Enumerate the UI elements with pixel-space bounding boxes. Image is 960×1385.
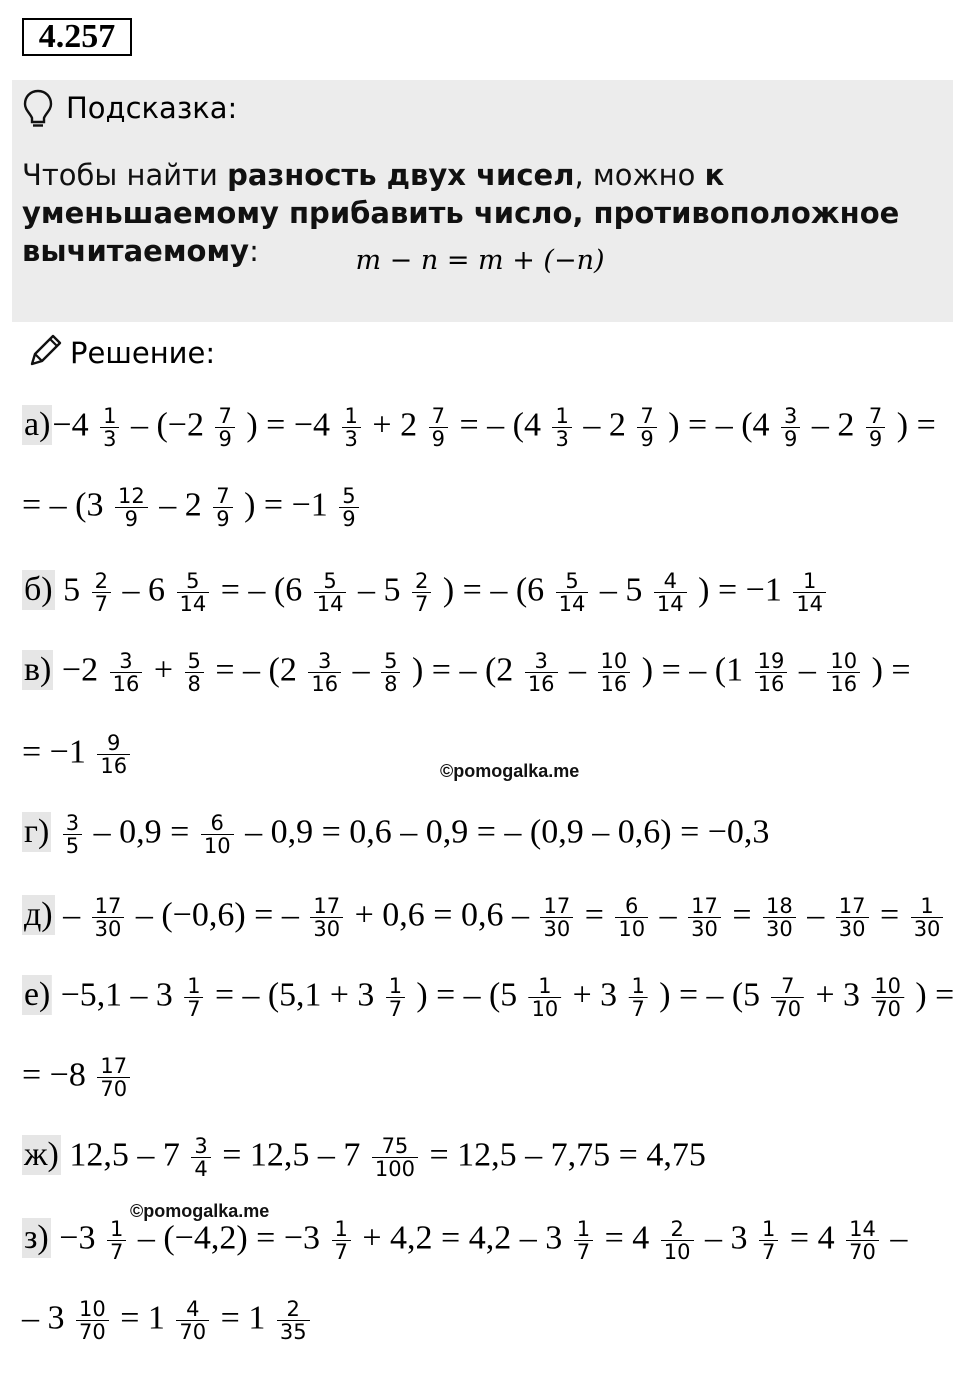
fraction <box>97 732 130 777</box>
numerator: 1 <box>759 1218 778 1241</box>
numerator: 7 <box>637 405 656 428</box>
denominator: 70 <box>774 997 802 1021</box>
expr-text: ) = −4 <box>237 406 339 444</box>
fraction <box>184 975 203 1020</box>
denominator: 3 <box>103 427 117 451</box>
denominator: 7 <box>762 1240 776 1264</box>
solution-line <box>22 812 769 857</box>
numerator: 3 <box>525 650 558 673</box>
denominator: 9 <box>784 427 798 451</box>
denominator: 30 <box>691 917 718 941</box>
denominator: 9 <box>431 427 445 451</box>
fraction <box>846 1218 879 1263</box>
fraction <box>177 570 210 615</box>
fraction <box>615 895 648 940</box>
fraction <box>100 405 119 450</box>
solution-title: Решение: <box>70 336 216 370</box>
expr-text: 12,5 – 7 <box>60 1136 189 1174</box>
numerator: 1 <box>552 405 571 428</box>
hint-formula: m − n = m + (−n) <box>355 245 605 276</box>
numerator: 1 <box>629 975 648 998</box>
fraction <box>92 895 125 940</box>
expr-text: = −1 <box>22 733 95 771</box>
numerator: 2 <box>661 1218 694 1241</box>
denominator: 10 <box>203 834 231 858</box>
fraction <box>107 1218 126 1263</box>
fraction <box>429 405 448 450</box>
fraction <box>540 895 573 940</box>
denominator: 10 <box>663 1240 691 1264</box>
expr-text: – 0,9 = <box>85 813 198 851</box>
fraction <box>176 1298 209 1343</box>
part-label: в) <box>24 651 52 689</box>
numerator: 1 <box>911 895 944 918</box>
part-label: б) <box>24 571 53 609</box>
denominator: 100 <box>374 1157 415 1181</box>
numerator: 17 <box>92 895 125 918</box>
watermark: ©pomogalka.me <box>130 1201 270 1221</box>
numerator: 7 <box>866 405 885 428</box>
part-label: д) <box>24 896 53 934</box>
denominator: 14 <box>558 592 586 616</box>
expr-text: = 12,5 – 7,75 = 4,75 <box>420 1136 706 1174</box>
denominator: 70 <box>874 997 901 1021</box>
expr-text: = 4 <box>781 1219 844 1257</box>
denominator: 10 <box>618 917 646 941</box>
numerator: 1 <box>100 405 119 428</box>
expr-text: ) = <box>906 976 955 1014</box>
solution-line <box>22 1218 907 1263</box>
numerator: 3 <box>63 812 82 835</box>
numerator: 5 <box>185 650 204 673</box>
expr-text: ) = −1 <box>235 486 337 524</box>
denominator: 16 <box>527 672 555 696</box>
fraction <box>308 650 341 695</box>
expr-text: – <box>881 1219 908 1257</box>
numerator: 2 <box>92 570 111 593</box>
fraction <box>215 405 234 450</box>
numerator: 10 <box>827 650 860 673</box>
expr-text: – 5 <box>591 571 651 609</box>
fraction <box>191 1135 210 1180</box>
expr-text: ) = – (2 <box>403 651 522 689</box>
solution-line <box>22 650 911 695</box>
fraction <box>688 895 721 940</box>
expr-text: = – (3 <box>22 486 112 524</box>
fraction <box>115 485 148 530</box>
part-label: ж) <box>24 1136 59 1174</box>
expr-text: ) = <box>863 651 911 689</box>
expr-text: – <box>560 651 595 689</box>
solution-line <box>22 1135 706 1180</box>
denominator: 14 <box>316 592 344 616</box>
numerator: 18 <box>763 895 796 918</box>
lightbulb-icon <box>22 88 54 130</box>
fraction <box>755 650 788 695</box>
hint-title: Подсказка: <box>66 91 238 125</box>
denominator: 7 <box>187 997 201 1021</box>
expr-text: – (−2 <box>122 406 213 444</box>
numerator: 5 <box>314 570 347 593</box>
numerator: 1 <box>793 570 826 593</box>
fraction <box>637 405 656 450</box>
watermark: ©pomogalka.me <box>440 761 580 781</box>
expr-text: – <box>344 651 379 689</box>
numerator: 17 <box>688 895 721 918</box>
expr-text: = 12,5 – 7 <box>213 1136 369 1174</box>
solution-line <box>22 570 829 615</box>
expr-text: −3 <box>50 1219 104 1257</box>
numerator: 1 <box>529 975 562 998</box>
denominator: 10 <box>531 997 559 1021</box>
denominator: 35 <box>279 1320 307 1344</box>
denominator: 70 <box>179 1320 207 1344</box>
fraction <box>574 1218 593 1263</box>
expr-text: – 3 <box>22 1299 73 1337</box>
denominator: 30 <box>313 917 341 941</box>
fraction <box>598 650 631 695</box>
expr-text: – 2 <box>803 406 863 444</box>
hint-bold-1: разность двух чисел <box>227 158 575 192</box>
part-label: г) <box>24 813 50 851</box>
expr-text: – 2 <box>150 486 211 524</box>
fraction <box>529 975 562 1020</box>
denominator: 30 <box>838 917 866 941</box>
numerator: 4 <box>176 1298 209 1321</box>
denominator: 9 <box>218 427 232 451</box>
numerator: 5 <box>381 650 400 673</box>
numerator: 1 <box>107 1218 126 1241</box>
numerator: 10 <box>871 975 904 998</box>
expr-text: ) = −1 <box>689 571 791 609</box>
fraction <box>771 975 804 1020</box>
fraction <box>763 895 796 940</box>
fraction <box>412 570 431 615</box>
denominator: 30 <box>913 917 941 941</box>
denominator: 14 <box>179 592 207 616</box>
numerator: 1 <box>342 405 361 428</box>
denominator: 5 <box>65 834 80 858</box>
expr-text <box>51 813 60 850</box>
expr-text: ) = – (6 <box>434 571 553 609</box>
denominator: 16 <box>100 754 128 778</box>
part-label: а) <box>24 406 51 444</box>
numerator: 19 <box>755 650 788 673</box>
denominator: 9 <box>342 507 356 531</box>
expr-text: + 0,6 = 0,6 – <box>346 896 538 934</box>
numerator: 10 <box>76 1298 109 1321</box>
expr-text: – 6 <box>114 571 174 609</box>
denominator: 7 <box>334 1240 348 1264</box>
denominator: 7 <box>631 997 645 1021</box>
numerator: 4 <box>654 570 687 593</box>
numerator: 17 <box>836 895 869 918</box>
expr-text: = <box>576 896 613 934</box>
denominator: 7 <box>414 592 429 616</box>
numerator: 12 <box>115 485 148 508</box>
numerator: 14 <box>846 1218 879 1241</box>
numerator: 1 <box>332 1218 351 1241</box>
denominator: 30 <box>766 917 793 941</box>
fraction <box>185 650 204 695</box>
pencil-icon <box>26 332 64 370</box>
solution-line <box>22 975 954 1020</box>
denominator: 9 <box>868 427 883 451</box>
fraction <box>793 570 826 615</box>
denominator: 70 <box>100 1077 128 1101</box>
denominator: 16 <box>600 672 628 696</box>
hint-text: Чтобы найти разность двух чисел, можно к уменьшаемому прибавить число, противоположное вычитаемому: <box>22 158 900 268</box>
fraction <box>381 650 400 695</box>
denominator: 7 <box>388 997 402 1021</box>
expr-text: = – (4 <box>450 406 550 444</box>
fraction <box>871 975 904 1020</box>
denominator: 70 <box>849 1240 876 1264</box>
numerator: 1 <box>386 975 405 998</box>
fraction <box>654 570 687 615</box>
problem-number: 4.257 <box>22 18 132 56</box>
numerator: 5 <box>556 570 589 593</box>
numerator: 2 <box>277 1298 310 1321</box>
expr-text: = – (2 <box>206 651 306 689</box>
denominator: 9 <box>216 507 230 531</box>
fraction <box>201 812 234 857</box>
expr-text: + 3 <box>564 976 626 1014</box>
expr-text: ) = – (1 <box>633 651 752 689</box>
denominator: 9 <box>640 427 654 451</box>
part-label: е) <box>23 976 51 1014</box>
expr-text: = <box>723 896 761 934</box>
denominator: 14 <box>656 592 684 616</box>
expr-text: = <box>871 896 908 934</box>
numerator: 6 <box>201 812 234 835</box>
expr-text: – 0,9 = 0,6 – 0,9 = – (0,9 – 0,6) = −0,3 <box>236 813 770 851</box>
fraction <box>76 1298 109 1343</box>
fraction <box>759 1218 778 1263</box>
expr-text: ) = – (4 <box>659 406 779 444</box>
numerator: 17 <box>540 895 573 918</box>
denominator: 14 <box>796 592 824 616</box>
denominator: 16 <box>112 672 140 696</box>
expr-text: – <box>651 896 686 934</box>
denominator: 16 <box>830 672 858 696</box>
numerator: 75 <box>372 1135 418 1158</box>
numerator: 10 <box>598 650 631 673</box>
fraction <box>836 895 869 940</box>
denominator: 8 <box>384 672 398 696</box>
expr-text: – <box>54 896 89 934</box>
numerator: 3 <box>110 650 143 673</box>
fraction <box>386 975 405 1020</box>
fraction <box>63 812 82 857</box>
denominator: 9 <box>124 507 139 531</box>
denominator: 16 <box>311 672 339 696</box>
fraction <box>552 405 571 450</box>
expr-text: – <box>790 651 825 689</box>
expr-text: = 1 <box>212 1299 274 1337</box>
fraction <box>372 1135 418 1180</box>
fraction <box>629 975 648 1020</box>
fraction <box>827 650 860 695</box>
fraction <box>213 485 232 530</box>
fraction <box>556 570 589 615</box>
numerator: 17 <box>97 1055 130 1078</box>
expr-text: – (−0,6) = – <box>127 896 308 934</box>
expr-text: ) = <box>888 406 936 444</box>
numerator: 1 <box>574 1218 593 1241</box>
hint-bold-2: к уменьшаемому прибавить число, противоположное вычитаемому <box>22 158 900 268</box>
expr-text: – (−4,2) = −3 <box>129 1219 329 1257</box>
expr-text: – 3 <box>696 1219 757 1257</box>
denominator: 8 <box>187 672 201 696</box>
fraction <box>92 570 111 615</box>
solution-line <box>22 732 133 777</box>
denominator: 7 <box>576 1240 591 1264</box>
fraction <box>332 1218 351 1263</box>
expr-text: ) = – (5 <box>407 976 526 1014</box>
solution-line <box>22 895 946 940</box>
denominator: 4 <box>194 1157 208 1181</box>
denominator: 3 <box>344 427 358 451</box>
solution-line <box>22 485 362 530</box>
numerator: 2 <box>412 570 431 593</box>
expr-text: – 2 <box>574 406 635 444</box>
denominator: 7 <box>109 1240 124 1264</box>
expr-text: = – (5,1 + 3 <box>206 976 383 1014</box>
fraction <box>339 485 358 530</box>
solution-line <box>22 1298 313 1343</box>
expr-text: + 3 <box>807 976 869 1014</box>
denominator: 70 <box>79 1320 106 1344</box>
fraction <box>525 650 558 695</box>
denominator: 16 <box>757 672 785 696</box>
expr-text: + 2 <box>363 406 426 444</box>
numerator: 5 <box>177 570 210 593</box>
fraction <box>781 405 800 450</box>
fraction <box>310 895 343 940</box>
denominator: 30 <box>94 917 122 941</box>
expr-text: = – (6 <box>212 571 311 609</box>
numerator: 1 <box>184 975 203 998</box>
numerator: 7 <box>771 975 804 998</box>
numerator: 7 <box>429 405 448 428</box>
expr-text: −5,1 – 3 <box>52 976 182 1014</box>
expr-text: = 4 <box>596 1219 658 1257</box>
fraction <box>911 895 944 940</box>
expr-text: + <box>145 651 182 689</box>
numerator: 17 <box>310 895 343 918</box>
expr-text: 5 <box>54 571 89 609</box>
fraction <box>97 1055 130 1100</box>
expr-text: = −8 <box>22 1056 95 1094</box>
numerator: 7 <box>215 405 234 428</box>
fraction <box>661 1218 694 1263</box>
numerator: 3 <box>191 1135 210 1158</box>
numerator: 5 <box>339 485 358 508</box>
expr-text: – 5 <box>349 571 409 609</box>
expr-text: −4 <box>52 406 98 444</box>
numerator: 7 <box>213 485 232 508</box>
numerator: 3 <box>308 650 341 673</box>
denominator: 7 <box>94 592 108 616</box>
denominator: 30 <box>543 917 571 941</box>
expr-text: – <box>798 896 833 934</box>
fraction <box>314 570 347 615</box>
part-label: з) <box>24 1219 49 1257</box>
expr-text: = 1 <box>111 1299 174 1337</box>
numerator: 9 <box>97 732 130 755</box>
numerator: 6 <box>615 895 648 918</box>
expr-text: −2 <box>53 651 107 689</box>
fraction <box>277 1298 310 1343</box>
solution-line <box>22 1055 133 1100</box>
solution-line <box>22 405 936 450</box>
fraction <box>342 405 361 450</box>
numerator: 3 <box>781 405 800 428</box>
expr-text: + 4,2 = 4,2 – 3 <box>353 1219 571 1257</box>
denominator: 3 <box>555 427 569 451</box>
fraction <box>866 405 885 450</box>
expr-text: ) = – (5 <box>650 976 769 1014</box>
fraction <box>110 650 143 695</box>
